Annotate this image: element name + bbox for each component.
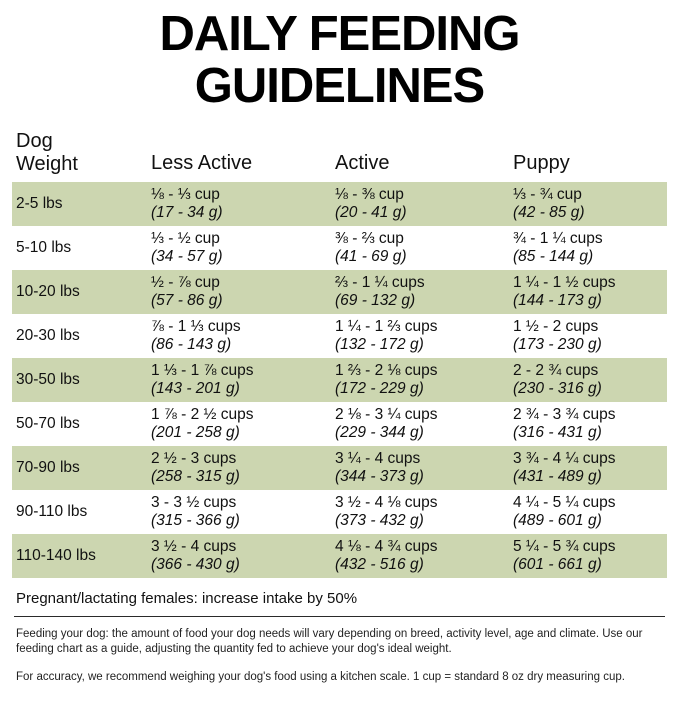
grams-value: (34 - 57 g) <box>151 248 223 265</box>
grams-value: (85 - 144 g) <box>513 248 594 265</box>
cell-less-active <box>145 274 331 310</box>
cell-puppy <box>509 274 667 310</box>
grams-value: (229 - 344 g) <box>335 424 424 441</box>
cell-puppy <box>509 450 667 486</box>
grams-value: (258 - 315 g) <box>151 468 240 485</box>
grams-value: (489 - 601 g) <box>513 512 602 529</box>
cell-less-active <box>145 230 331 266</box>
cell-weight <box>12 459 145 477</box>
cups-value: 3 ½ - 4 cups <box>151 538 237 555</box>
cups-value: 2 ⅛ - 3 ¼ cups <box>335 406 438 423</box>
table-row <box>12 402 667 446</box>
column-header-less-active: Less Active <box>151 152 253 174</box>
cell-active <box>331 230 509 266</box>
cell-puppy <box>509 318 667 354</box>
column-header-active: Active <box>335 152 390 174</box>
weight-value: 30-50 lbs <box>16 371 80 388</box>
weight-value: 2-5 lbs <box>16 195 63 212</box>
grams-value: (366 - 430 g) <box>151 556 240 573</box>
cell-weight <box>12 283 145 301</box>
cell-weight <box>12 503 145 521</box>
cups-value: 5 ¼ - 5 ¾ cups <box>513 538 616 555</box>
cell-puppy <box>509 538 667 574</box>
table-row <box>12 270 667 314</box>
cups-value: ¾ - 1 ¼ cups <box>513 230 603 247</box>
cups-value: ½ - ⅞ cup <box>151 274 220 291</box>
cell-weight <box>12 371 145 389</box>
cell-active <box>331 406 509 442</box>
grams-value: (57 - 86 g) <box>151 292 223 309</box>
cell-active <box>331 538 509 574</box>
cell-weight <box>12 239 145 257</box>
cell-puppy <box>509 406 667 442</box>
cups-value: 2 ½ - 3 cups <box>151 450 237 467</box>
column-header-weight <box>12 130 145 176</box>
cups-value: 3 ½ - 4 ⅛ cups <box>335 494 438 511</box>
table-row <box>12 314 667 358</box>
table-row <box>12 534 667 578</box>
cups-value: 3 ¼ - 4 cups <box>335 450 421 467</box>
grams-value: (132 - 172 g) <box>335 336 424 353</box>
cups-value: ⅜ - ⅔ cup <box>335 230 404 247</box>
cell-weight <box>12 327 145 345</box>
grams-value: (432 - 516 g) <box>335 556 424 573</box>
cups-value: 4 ¼ - 5 ¼ cups <box>513 494 616 511</box>
cell-less-active <box>145 450 331 486</box>
column-header-puppy: Puppy <box>513 152 570 174</box>
cell-puppy <box>509 494 667 530</box>
cell-less-active <box>145 318 331 354</box>
cell-less-active <box>145 494 331 530</box>
grams-value: (431 - 489 g) <box>513 468 602 485</box>
cell-less-active <box>145 538 331 574</box>
grams-value: (144 - 173 g) <box>513 292 602 309</box>
grams-value: (344 - 373 g) <box>335 468 424 485</box>
cell-active <box>331 318 509 354</box>
grams-value: (201 - 258 g) <box>151 424 240 441</box>
table-row <box>12 490 667 534</box>
cups-value: ⅔ - 1 ¼ cups <box>335 274 425 291</box>
table-header-row <box>12 130 667 182</box>
column-header-weight-line1: Dog <box>16 130 53 152</box>
cups-value: 2 - 2 ¾ cups <box>513 362 599 379</box>
cell-weight <box>12 415 145 433</box>
grams-value: (20 - 41 g) <box>335 204 407 221</box>
cups-value: 1 ½ - 2 cups <box>513 318 599 335</box>
cups-value: 1 ¼ - 1 ½ cups <box>513 274 616 291</box>
cell-active <box>331 274 509 310</box>
cups-value: ⅞ - 1 ⅓ cups <box>151 318 241 335</box>
divider <box>14 616 665 617</box>
grams-value: (172 - 229 g) <box>335 380 424 397</box>
cell-less-active <box>145 362 331 398</box>
cups-value: 1 ⅓ - 1 ⅞ cups <box>151 362 254 379</box>
cups-value: 1 ⅞ - 2 ½ cups <box>151 406 254 423</box>
cups-value: 3 ¾ - 4 ¼ cups <box>513 450 616 467</box>
title-line-2: GUIDELINES <box>194 59 485 113</box>
table-row <box>12 182 667 226</box>
weight-value: 10-20 lbs <box>16 283 80 300</box>
page-title <box>12 0 667 112</box>
table-row <box>12 358 667 402</box>
cell-active <box>331 362 509 398</box>
grams-value: (316 - 431 g) <box>513 424 602 441</box>
grams-value: (17 - 34 g) <box>151 204 223 221</box>
weight-value: 20-30 lbs <box>16 327 80 344</box>
grams-value: (69 - 132 g) <box>335 292 416 309</box>
grams-value: (86 - 143 g) <box>151 336 232 353</box>
table-body <box>12 182 667 578</box>
cups-value: 1 ⅔ - 2 ⅛ cups <box>335 362 438 379</box>
table-row <box>12 446 667 490</box>
grams-value: (315 - 366 g) <box>151 512 240 529</box>
pregnant-note: Pregnant/lactating females: increase intake by 50% <box>16 590 358 607</box>
weight-value: 70-90 lbs <box>16 459 80 476</box>
cell-active <box>331 186 509 222</box>
grams-value: (42 - 85 g) <box>513 204 585 221</box>
cups-value: ⅓ - ½ cup <box>151 230 220 247</box>
cell-puppy <box>509 230 667 266</box>
weight-value: 110-140 lbs <box>16 547 96 564</box>
cell-less-active <box>145 406 331 442</box>
table-row <box>12 226 667 270</box>
cups-value: 1 ¼ - 1 ⅔ cups <box>335 318 438 335</box>
cups-value: ⅛ - ⅓ cup <box>151 186 220 203</box>
weight-value: 50-70 lbs <box>16 415 80 432</box>
grams-value: (173 - 230 g) <box>513 336 602 353</box>
cups-value: ⅛ - ⅜ cup <box>335 186 404 203</box>
cell-weight <box>12 547 145 565</box>
cell-puppy <box>509 362 667 398</box>
grams-value: (41 - 69 g) <box>335 248 407 265</box>
cell-weight <box>12 195 145 213</box>
feeding-table <box>12 130 667 578</box>
grams-value: (143 - 201 g) <box>151 380 240 397</box>
cell-less-active <box>145 186 331 222</box>
fineprint-paragraph-1: Feeding your dog: the amount of food your dog needs will vary depending on breed, activity level, age and climate. Use our feeding chart as a guide, adjusting the quantity fed to achieve your dog's ideal weight. <box>16 628 643 655</box>
column-header-weight-line2: Weight <box>16 153 78 175</box>
cell-active <box>331 450 509 486</box>
cell-puppy <box>509 186 667 222</box>
cups-value: 2 ¾ - 3 ¾ cups <box>513 406 616 423</box>
cell-active <box>331 494 509 530</box>
cups-value: 4 ⅛ - 4 ¾ cups <box>335 538 438 555</box>
grams-value: (601 - 661 g) <box>513 556 602 573</box>
grams-value: (230 - 316 g) <box>513 380 602 397</box>
fineprint-paragraph-2: For accuracy, we recommend weighing your dog's food using a kitchen scale. 1 cup = standard 8 oz dry measuring cup. <box>16 671 625 683</box>
cups-value: ⅓ - ¾ cup <box>513 186 582 203</box>
title-line-1: DAILY FEEDING <box>159 7 520 61</box>
weight-value: 90-110 lbs <box>16 503 88 520</box>
weight-value: 5-10 lbs <box>16 239 72 256</box>
cups-value: 3 - 3 ½ cups <box>151 494 237 511</box>
grams-value: (373 - 432 g) <box>335 512 424 529</box>
